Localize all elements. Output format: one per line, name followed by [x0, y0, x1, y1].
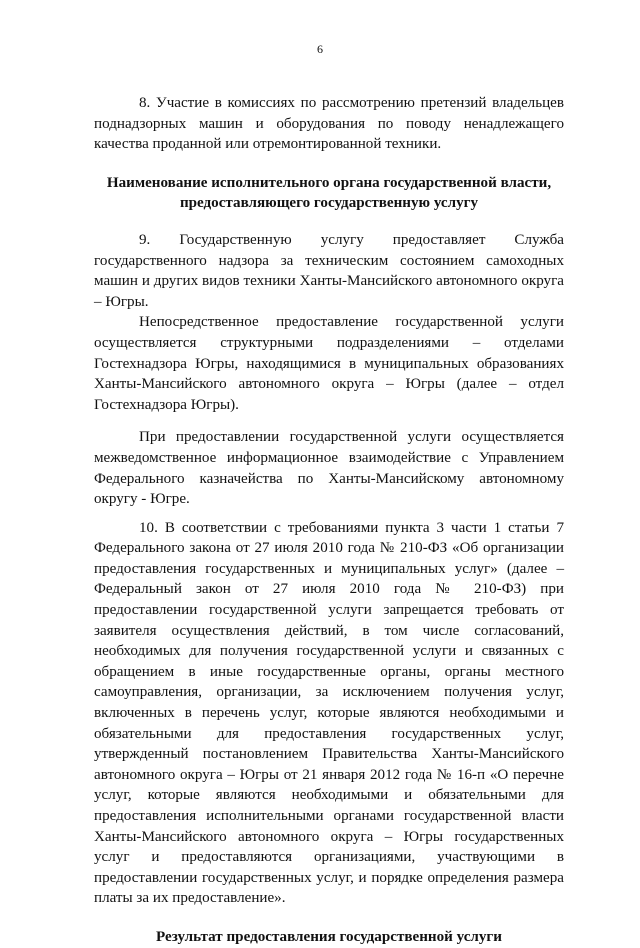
- paragraph-8: 8. Участие в комиссиях по рассмотрению претензий владельцев поднадзорных машин и оборудования по поводу ненадлежащего качества проданной или отремонтированной техники.: [94, 95, 564, 153]
- paragraph-10: 10. В соответствии с требованиями пункта 3 части 1 статьи 7 Федерального закона от 27 июля 2010 года № 210-ФЗ «Об организации предоставления государственных и муниципальных услуг» (далее – Федеральный закон от 27 июля 2010 года № 210-ФЗ) при предоставлении государственной услуги запрещается требовать от заявителя осуществления действий, в том числе согласований, необходимых для получения государственной услуги и связанных с обращением в иные государственные органы, органы местного самоуправления, организации, за исключением получения услуг, включенных в перечень услуг, которые являются необходимыми и обязательными для предоставления государственных услуг, утвержденный постановлением Правительства Ханты-Мансийского автономного округа – Югры от 21 января 2012 года № 16-п «О перечне услуг, которые являются необходимыми и обязательными для предоставления исполнительными органами государственной власти Ханты-Мансийского автономного округа – Югры государственных услуг и предоставляются организациями, участвующими в предоставлении государственных услуг, и порядке определения размера платы за их предоставление».: [94, 519, 564, 907]
- section-heading-executive-body: Наименование исполнительного органа государственной власти, предоставляющего государственную услугу: [106, 174, 552, 212]
- section-heading-service-result: Результат предоставления государственной услуги: [156, 928, 502, 945]
- document-body: [94, 93, 564, 948]
- page-number: 6: [317, 42, 323, 56]
- paragraph-interagency-interaction: При предоставлении государственной услуги осуществляется межведомственное информационное взаимодействие с Управлением Федерального казначейства по Ханты-Мансийскому автономному округу - Югре.: [94, 429, 564, 508]
- paragraph-direct-provision: Непосредственное предоставление государственной услуги осуществляется структурными подразделениями – отделами Гостехнадзора Югры, находящимися в муниципальных образованиях Ханты-Мансийского автономного округа – Югры (далее – отдел Гостехнадзора Югры).: [94, 314, 564, 413]
- paragraph-9: 9. Государственную услугу предоставляет Служба государственного надзора за техническим состоянием самоходных машин и других видов техники Ханты-Мансийского автономного округа – Югры.: [94, 231, 564, 310]
